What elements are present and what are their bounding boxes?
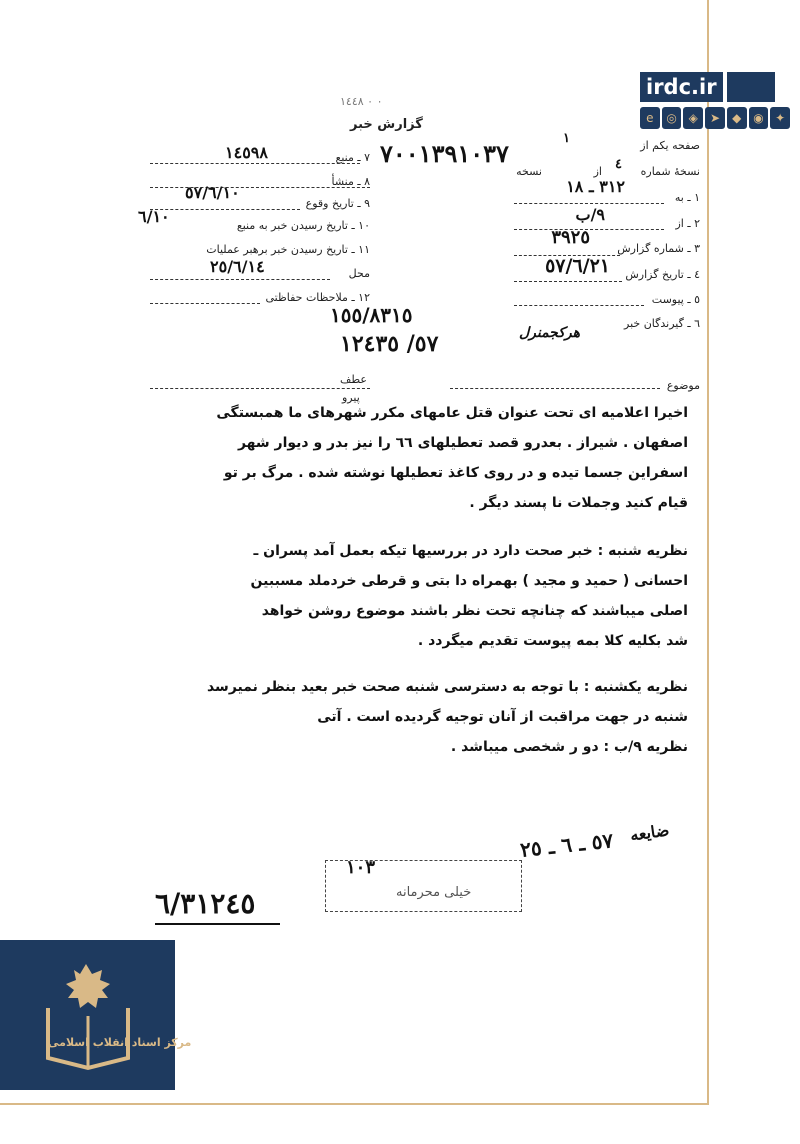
body-line: قیام کنید وجملات نا پسند دیگر . bbox=[469, 495, 688, 511]
body-line: نظریه ٩/ب : دو ر شخصی میباشد . bbox=[450, 739, 688, 755]
body-line: شد بکلیه کلا بمه پیوست تقدیم میگردد . bbox=[417, 633, 688, 649]
page-value: ١ bbox=[563, 131, 570, 146]
number-stamp: ٧٠٠١٣٩١٠٣٧ bbox=[380, 139, 509, 168]
field4-line bbox=[514, 281, 622, 282]
handwritten-underline bbox=[155, 923, 280, 925]
field9-label: ۹ ـ تاریخ وقوع bbox=[305, 197, 370, 210]
bale-icon[interactable]: ◆ bbox=[727, 107, 747, 129]
field7-label: ۷ ـ منبع bbox=[335, 151, 370, 164]
frame-line-vertical bbox=[707, 0, 709, 1105]
field5-line bbox=[514, 305, 644, 306]
subject-line-right bbox=[450, 388, 660, 389]
document-title: گزارش خبر bbox=[350, 117, 423, 132]
field9-value: ٥٧/٦/١٠ bbox=[185, 183, 240, 202]
field10-label: ۱۰ ـ تاریخ رسیدن خبر به منبع bbox=[236, 219, 370, 232]
copy-label: نسخهٔ شماره bbox=[640, 165, 700, 178]
archive-stamp bbox=[325, 857, 522, 912]
body-line: اصفهان . شیراز . بعدرو قصد تعطیلهای ٦٦ را نیز بدر و دیوار شهر bbox=[237, 435, 688, 451]
body-line: نظریه شنبه : خبر صحت دارد در بررسیها تیکه بعمل آمد پسران ـ bbox=[253, 543, 688, 559]
telegram-icon[interactable]: ➤ bbox=[705, 107, 725, 129]
field11-label: ۱۱ ـ تاریخ رسیدن خبر برهبر عملیات bbox=[206, 243, 370, 256]
field12-line bbox=[150, 303, 260, 304]
field5-label: ٥ ـ پیوست bbox=[651, 293, 700, 306]
irdc-site-label[interactable]: irdc.ir bbox=[640, 72, 723, 102]
body-line: احسانی ( حمید و مجید ) بهمراه دا بتی و قرطی خردملد مسببین bbox=[250, 573, 688, 589]
archive-logo-panel bbox=[0, 940, 192, 1090]
body-line: اسفراین جسما تیده و در روی کاغذ تعطیلها نوشته شده . مرگ بر تو bbox=[223, 465, 688, 481]
field7-value: ١٤٥٩٨ bbox=[225, 143, 268, 162]
handwritten-date: ٥٧ ـ ٦ ـ ٢٥ bbox=[519, 828, 615, 862]
field1-label: ۱ ـ به bbox=[674, 191, 700, 204]
follow-label: پیرو bbox=[342, 391, 360, 404]
ref-label: عطف bbox=[340, 373, 367, 386]
field12-label: ۱۲ ـ ملاحظات حفاظتی bbox=[265, 291, 370, 304]
aparat-icon[interactable]: ◎ bbox=[662, 107, 682, 129]
field11-value: ٢٥/٦/١٤ bbox=[210, 257, 265, 276]
field4-value: ٥٧/٦/٢١ bbox=[545, 255, 610, 277]
copy-value: ٤ bbox=[615, 157, 622, 172]
body-line: نظریه یکشنبه : با توجه به دسترسی شنبه صحت خبر بعید بنظر نمیرسد bbox=[206, 679, 688, 695]
field4-label: ٤ ـ تاریخ گزارش bbox=[625, 268, 700, 281]
field1-value: ٣١٢ ـ ١٨ bbox=[566, 177, 625, 196]
twitter-icon[interactable]: ✦ bbox=[770, 107, 790, 129]
stamp-text: خیلی محرمانه bbox=[396, 885, 472, 900]
field6-value: هرکجمنرل bbox=[518, 325, 580, 341]
subject-label: موضوع bbox=[666, 379, 700, 392]
archive-logo-text: مرکز اسناد انقلاب اسلامی bbox=[48, 1036, 192, 1049]
copy-of-label: از bbox=[593, 165, 602, 178]
field7-line bbox=[150, 163, 360, 164]
instagram-icon[interactable]: ◉ bbox=[749, 107, 769, 129]
eitaa-icon[interactable]: e bbox=[640, 107, 660, 129]
document-header-code: ٠ ٠ ١٤٤٨ bbox=[340, 95, 383, 108]
place-label: محل bbox=[348, 267, 370, 280]
frame-line-horizontal bbox=[0, 1103, 709, 1105]
copy-of-suffix: نسخه bbox=[516, 165, 542, 178]
field11-line bbox=[150, 279, 330, 280]
field1-line bbox=[514, 203, 664, 204]
field2-value: ٩/ب bbox=[575, 205, 605, 224]
field6-label: ٦ ـ گیرندگان خبر bbox=[624, 317, 700, 330]
handwritten-ref-1: ١٥٥/٨٣١٥ bbox=[330, 303, 413, 327]
page-label: صفحه یکم از bbox=[640, 139, 700, 152]
rubika-icon[interactable]: ◈ bbox=[683, 107, 703, 129]
body-line: اخیرا اعلامیه ای تحت عنوان قتل عامهای مکرر شهرهای ما همبستگی bbox=[216, 405, 688, 421]
field9-line bbox=[150, 209, 300, 210]
irdc-emblem bbox=[727, 72, 775, 102]
scanned-document bbox=[130, 95, 700, 945]
body-line: اصلی میباشند که چنانچه تحت نظر باشند موضوع روشن خواهد bbox=[261, 603, 688, 619]
handwritten-ref-2: ٥٧/ ١٢٤٣٥ bbox=[340, 331, 439, 357]
handwritten-number: ٦/٣١٢٤٥ bbox=[155, 887, 256, 920]
field2-label: ۲ ـ از bbox=[675, 217, 700, 230]
field8-line bbox=[150, 187, 370, 188]
field10-value: ٦/١٠ bbox=[138, 207, 170, 226]
archive-logo-icon bbox=[0, 940, 175, 1090]
field3-label: ۳ ـ شماره گزارش bbox=[617, 242, 700, 255]
handwritten-note: ضایعه bbox=[628, 820, 671, 845]
field3-value: ٣٩٢٥ bbox=[551, 227, 590, 248]
field8-label: ۸ ـ منشأ bbox=[331, 175, 370, 188]
stamp-number: ١٠٣ bbox=[346, 857, 376, 878]
body-line: شنبه در جهت مراقبت از آنان توجیه گردیده است . آتی bbox=[317, 709, 688, 725]
subject-line-left bbox=[150, 388, 370, 389]
